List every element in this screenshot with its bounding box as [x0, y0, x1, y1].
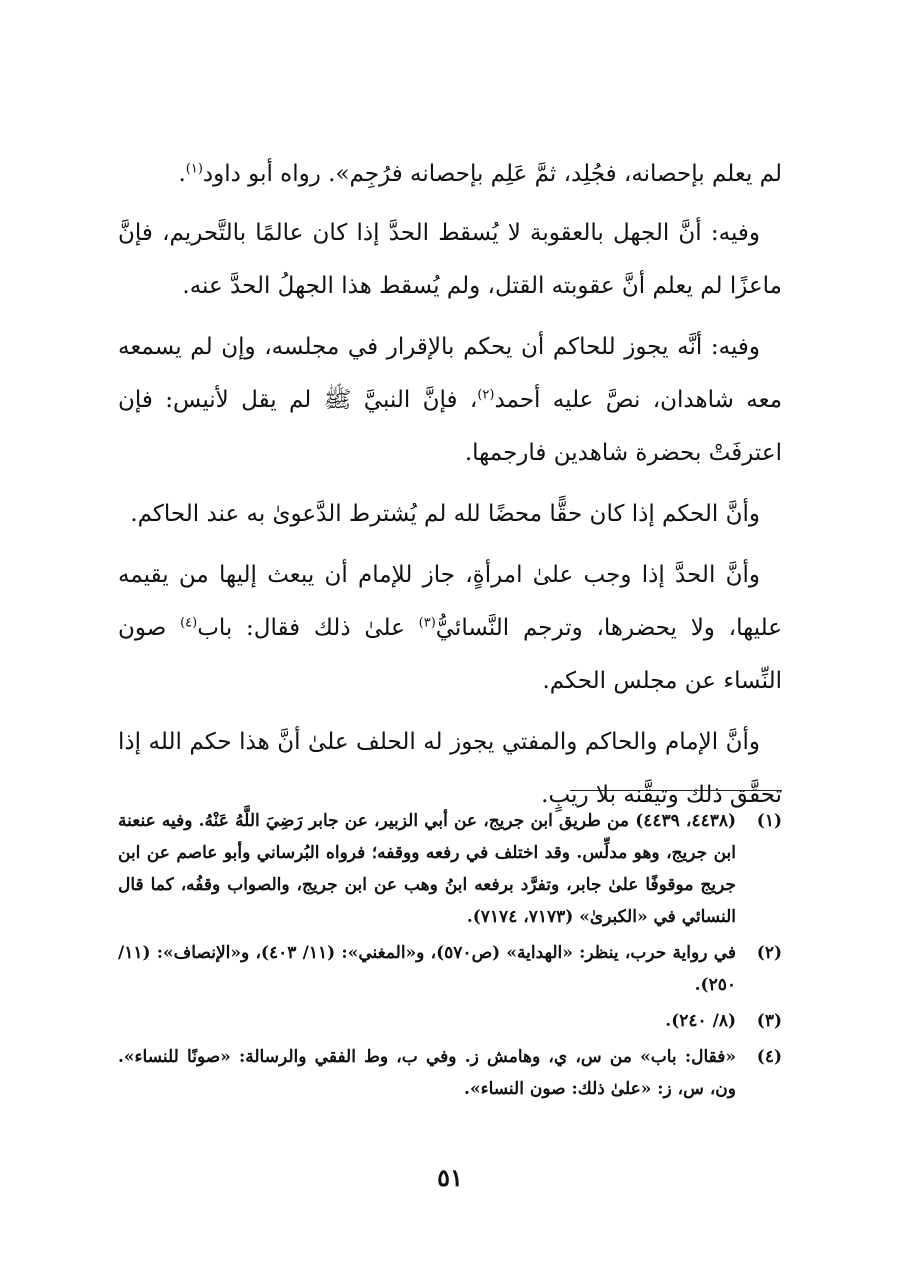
paragraph-3 — [118, 321, 782, 480]
paragraph-1-text: لم يعلم بإحصانه، فجُلِد، ثمَّ عَلِم بإحصانه فرُجِم». رواه أبو داود — [202, 161, 782, 187]
footnote-text: في رواية حرب، ينظر: «الهداية» (ص٥٧٠)، و«المغني»: (١١/ ٤٠٣)، و«الإنصاف»: (١١/ ٢٥٠). — [118, 943, 736, 995]
footnote-text: «فقال: باب» من س، ي، وهامش ز. وفي ب، وط الفقي والرسالة: «صونًا للنساء». ون، س، ز: «علىٰ ذلك: صون النساء». — [118, 1047, 736, 1099]
paragraph-5-text-c: صون النِّساء عن مجلس الحكم. — [118, 615, 782, 694]
footnote-ref-2[interactable]: (٢) — [477, 387, 495, 403]
footnote-ref-1[interactable]: (١) — [185, 161, 203, 177]
footnote-ref-4[interactable]: (٤) — [180, 615, 198, 631]
paragraph-5-text-b: علىٰ ذلك فقال: باب — [197, 615, 419, 641]
footnote-number: (٢) — [756, 943, 782, 963]
paragraph-5 — [118, 549, 782, 708]
paragraph-3-text-b: ، فإنَّ النبيَّ ﷺ لم يقل لأنيس: فإن اعترفَتْ بحضرة شاهدين فارجمها. — [118, 387, 782, 466]
paragraph-2: وفيه: أنَّ الجهل بالعقوبة لا يُسقط الحدَّ إذا كان عالمًا بالتَّحريم، فإنَّ ماعزًا لم يعلم أنَّ عقوبته القتل، ولم يُسقط هذا الجهلُ الحدَّ عنه. — [118, 220, 782, 299]
footnote-number: (٣) — [756, 1011, 782, 1031]
paragraph-1 — [118, 148, 782, 201]
footnote-4 — [118, 1041, 782, 1105]
paragraph-3-text-a: وفيه: أنَّه يجوز للحاكم أن يحكم بالإقرار في مجلسه، وإن لم يسمعه معه شاهدان، نصَّ عليه أحمد — [118, 334, 783, 413]
paragraph-4: وأنَّ الحكم إذا كان حقًّا محضًا لله لم يُشترط الدَّعوىٰ به عند الحاكم. — [130, 501, 760, 527]
paragraph-6: وأنَّ الإمام والحاكم والمفتي يجوز له الحلف علىٰ أنَّ هذا حكم الله إذا تحقَّق ذلك وتيقَّنه بلا ريبٍ. — [118, 729, 782, 808]
paragraph-5-text-a: وأنَّ الحدَّ إذا وجب علىٰ امرأةٍ، جاز للإمام أن يبعث إليها من يقيمه عليها، ولا يحضرها، وترجم النَّسائيُّ — [118, 562, 782, 641]
footnotes — [118, 805, 782, 1109]
footnote-2 — [118, 937, 782, 1001]
footnote-text: (٨/ ٢٤٠). — [665, 1011, 736, 1031]
footnote-3 — [118, 1005, 782, 1037]
paragraph-1-end: . — [178, 161, 186, 187]
footnote-number: (٤) — [756, 1047, 782, 1067]
footnote-divider — [570, 790, 782, 791]
footnote-text: (٤٤٣٨، ٤٤٣٩) من طريق ابن جريج، عن أبي الزبير، عن جابر رَضِيَ اللَّهُ عَنْهُ. وفيه عنعنة ابن جريج، وهو مدلِّس. وقد اختلف في رفعه ووقفه؛ فرواه البُرساني وأبو عاصم عن ابن جريج موقوفًا علىٰ جابر، وتفرَّد برفعه ابنُ وهب عن ابن جريج، والصواب وقفُه، كما قال النسائي في «الكبرىٰ» (٧١٧٣، ٧١٧٤). — [118, 811, 737, 927]
footnote-ref-3[interactable]: (٣) — [418, 615, 436, 631]
footnote-number: (١) — [756, 811, 782, 831]
main-text — [118, 148, 782, 830]
page-number: ٥١ — [437, 1163, 463, 1192]
footnote-1 — [118, 805, 782, 933]
